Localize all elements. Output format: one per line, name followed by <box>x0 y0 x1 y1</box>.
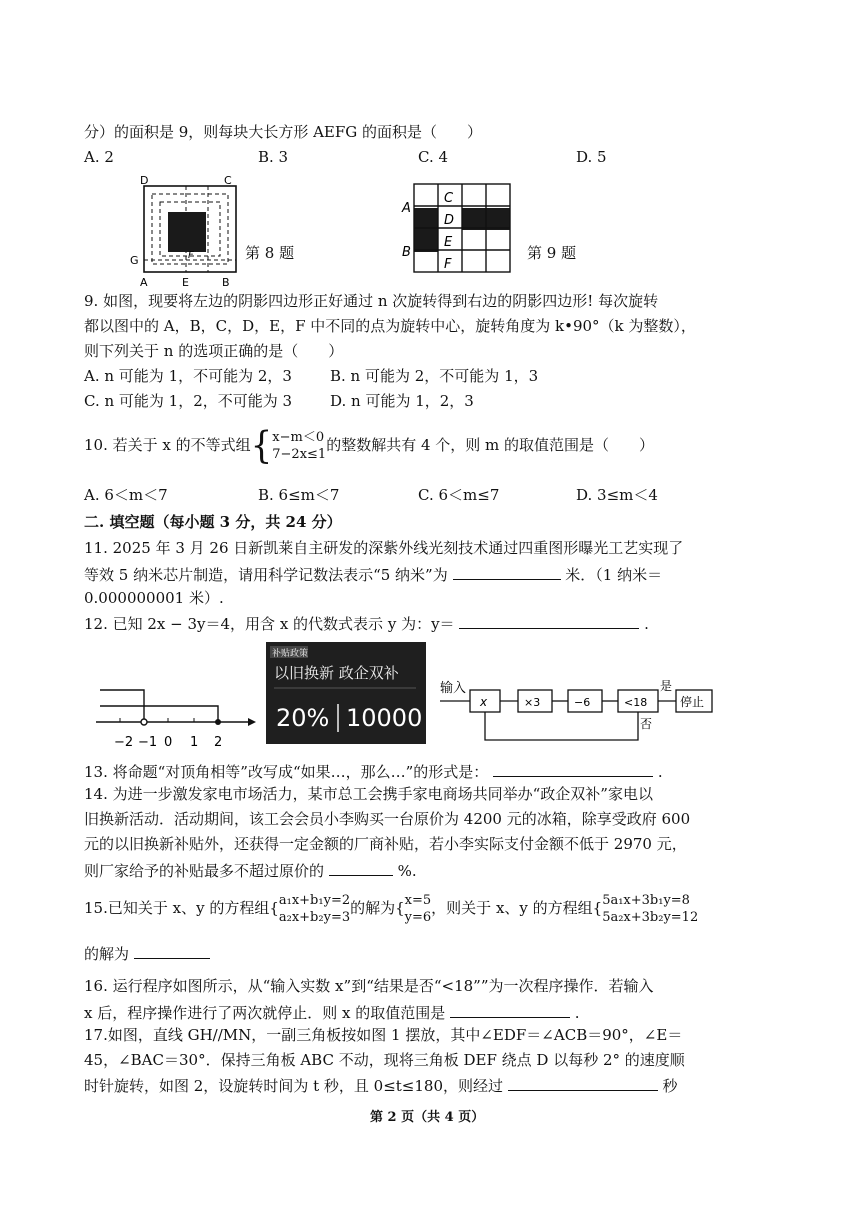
q10-system <box>272 429 326 463</box>
q14-line-1: 14. 为进一步激发家电市场活力，某市总工会携手家电商场共同举办“政企双补”家电以 <box>84 785 653 803</box>
q10-stem <box>84 422 654 468</box>
q15-sol-y: y=6 <box>404 910 432 925</box>
q15-text-c: ，则关于 x、y 的方程组{ <box>431 899 603 917</box>
q15-line <box>84 888 698 928</box>
fig9-label-c: C <box>444 191 454 206</box>
flow-times3-box: ×3 <box>524 696 541 709</box>
q15-text-b: 的解为{ <box>350 899 405 917</box>
flow-input-label: 输入 <box>440 681 467 696</box>
fig9-caption: 第 9 题 <box>527 244 577 262</box>
q14-line-4 <box>84 859 417 881</box>
q15-text-d: 的解为 <box>84 945 130 963</box>
q10-option-c: C. 6＜m≤7 <box>418 486 500 504</box>
subsidy-poster-image <box>266 642 426 744</box>
q9-line-1: 9. 如图，现要将左边的阴影四边形正好通过 n 次旋转得到右边的阴影四边形! 每次旋转 <box>84 292 659 310</box>
q11-text-a: 等效 5 纳米芯片制造，请用科学记数法表示“5 纳米”为 <box>84 566 448 584</box>
q13-line <box>84 760 663 782</box>
q9-option-a: A. n 可能为 1，不可能为 2，3 <box>84 367 292 385</box>
fig9-label-d: D <box>444 213 455 228</box>
q10-brace: { <box>250 424 273 468</box>
q8-option-d: D. 5 <box>576 148 607 166</box>
flow-x-box: x <box>480 695 488 709</box>
q13-text: 13. 将命题“对顶角相等”改写成“如果…，那么…”的形式是： <box>84 763 489 781</box>
number-line-figure <box>96 682 261 754</box>
q15-eq-2: a₂x+b₂y=3 <box>278 910 351 925</box>
q14-answer-blank[interactable] <box>329 859 393 876</box>
q15-eq-1: a₁x+b₁y=2 <box>278 893 351 908</box>
q13-answer-blank[interactable] <box>493 760 653 777</box>
q15-sol-x: x=5 <box>404 893 432 908</box>
tick-label-neg2: −2 <box>114 735 134 750</box>
q16-line-2 <box>84 1001 580 1023</box>
fig8-label-f: F <box>188 250 194 261</box>
q9-line-3: 则下列关于 n 的选项正确的是（ ） <box>84 342 344 360</box>
q14-unit: %. <box>397 862 417 880</box>
tick-label-0: 0 <box>164 735 173 750</box>
q11-line-1: 11. 2025 年 3 月 26 日新凯莱自主研发的深紫外线光刻技术通过四重图形曝光工艺实现了 <box>84 539 684 557</box>
q9-line-2: 都以图中的 A，B，C，D，E，F 中不同的点为旋转中心，旋转角度为 k•90°（k 为整数）， <box>84 317 696 335</box>
fig8-label-g: G <box>130 254 139 267</box>
q14-line-3: 元的以旧换新补贴外，还获得一定金额的厂商补贴，若小李实际支付金额不低于 2970 元， <box>84 835 687 853</box>
q12-line <box>84 612 649 634</box>
q15-eq-4: 5a₂x+3b₂y=12 <box>602 910 699 925</box>
q15-text-a: 15.已知关于 x、y 的方程组{ <box>84 899 279 917</box>
flow-yes-label: 是 <box>660 679 673 693</box>
flow-stop-box: 停止 <box>680 695 705 709</box>
q14-text: 则厂家给予的补贴最多不超过原价的 <box>84 862 325 880</box>
q8-option-c: C. 4 <box>418 148 449 166</box>
figure-9 <box>398 178 520 278</box>
figure-8 <box>128 172 248 290</box>
q17-line-3 <box>84 1074 678 1096</box>
q9-option-c: C. n 可能为 1，2，不可能为 3 <box>84 392 293 410</box>
q11-text-b: 米．（1 纳米＝ <box>565 566 663 584</box>
tick-label-2: 2 <box>214 735 223 750</box>
q12-answer-blank[interactable] <box>459 612 639 629</box>
poster-amount: 10000 <box>346 704 423 732</box>
q15-solution <box>405 892 432 926</box>
q14-line-2: 旧换新活动．活动期间，该工会会员小李购买一台原价为 4200 元的冰箱，除享受政府 600 <box>84 810 691 828</box>
program-flowchart <box>440 676 716 752</box>
q8-option-b: B. 3 <box>258 148 289 166</box>
q8-text: 分）的面积是 9，则每块大长方形 AEFG 的面积是（ ） <box>84 123 483 141</box>
flow-minus6-box: −6 <box>574 696 591 709</box>
page-footer: 第 2 页（共 4 页） <box>370 1110 485 1125</box>
fig9-label-f: F <box>444 257 452 272</box>
q10-suffix: 的整数解共有 4 个，则 m 的取值范围是（ ） <box>326 436 655 454</box>
section-title-fill-in: 二. 填空题（每小题 3 分，共 24 分） <box>84 513 342 531</box>
q10-ineq-1: x−m＜0 <box>272 430 325 445</box>
fig9-label-b: B <box>402 245 411 260</box>
q17-line-2: 45，∠BAC＝30°．保持三角板 ABC 不动，现将三角板 DEF 绕点 D 以每秒 2° 的速度顺 <box>84 1051 685 1069</box>
poster-percent: 20% <box>276 704 330 732</box>
q16-text: x 后，程序操作进行了两次就停止．则 x 的取值范围是 <box>84 1004 446 1022</box>
tick-label-neg1: −1 <box>138 735 158 750</box>
fig8-label-d: D <box>140 174 149 187</box>
fig8-label-b: B <box>222 276 230 289</box>
q17-text: 时针旋转，如图 2，设旋转时间为 t 秒，且 0≤t≤180，则经过 <box>84 1077 503 1095</box>
q8-option-a: A. 2 <box>84 148 114 166</box>
q15-eq-3: 5a₁x+3b₁y=8 <box>602 893 690 908</box>
q15-system-2 <box>602 892 698 926</box>
q12-end: . <box>644 615 649 633</box>
q10-option-a: A. 6＜m＜7 <box>84 486 168 504</box>
q15-system-1 <box>279 892 350 926</box>
q11-line-2 <box>84 563 662 585</box>
q17-line-1: 17.如图，直线 GH//MN，一副三角板按如图 1 摆放，其中∠EDF＝∠ACB＝90°，∠E＝ <box>84 1026 683 1044</box>
q13-end: . <box>657 763 663 781</box>
q16-end: . <box>574 1004 580 1022</box>
q10-option-b: B. 6≤m＜7 <box>258 486 340 504</box>
q9-option-b: B. n 可能为 2，不可能为 1，3 <box>330 367 539 385</box>
q12-text: 12. 已知 2x − 3y＝4，用含 x 的代数式表示 y 为：y＝ <box>84 615 455 633</box>
fig8-label-c: C <box>224 174 232 187</box>
q9-option-d: D. n 可能为 1，2，3 <box>330 392 474 410</box>
q11-answer-blank[interactable] <box>453 563 561 580</box>
q15-answer-line <box>84 942 210 964</box>
flow-lt18-box: <18 <box>624 696 648 709</box>
fig9-label-a: A <box>402 201 411 216</box>
q10-option-d: D. 3≤m＜4 <box>576 486 658 504</box>
flow-no-label: 否 <box>640 717 653 731</box>
q10-ineq-2: 7−2x≤1 <box>272 447 327 462</box>
fig8-caption: 第 8 题 <box>245 244 295 262</box>
q10-prefix: 10. 若关于 x 的不等式组 <box>84 436 251 454</box>
q15-answer-blank[interactable] <box>134 942 210 959</box>
poster-title: 以旧换新 政企双补 <box>274 664 399 682</box>
q17-unit: 秒 <box>662 1077 678 1095</box>
tick-label-1: 1 <box>190 735 199 750</box>
fig9-label-e: E <box>444 235 453 250</box>
fig8-label-a: A <box>140 276 148 289</box>
fig8-label-e: E <box>182 276 189 289</box>
poster-badge: 补贴政策 <box>272 649 309 659</box>
q11-line-3: 0.000000001 米）. <box>84 589 224 607</box>
q16-line-1: 16. 运行程序如图所示，从“输入实数 x”到“结果是否“<18””为一次程序操作．若输入 <box>84 977 654 995</box>
q17-answer-blank[interactable] <box>508 1074 658 1091</box>
q16-answer-blank[interactable] <box>450 1001 570 1018</box>
